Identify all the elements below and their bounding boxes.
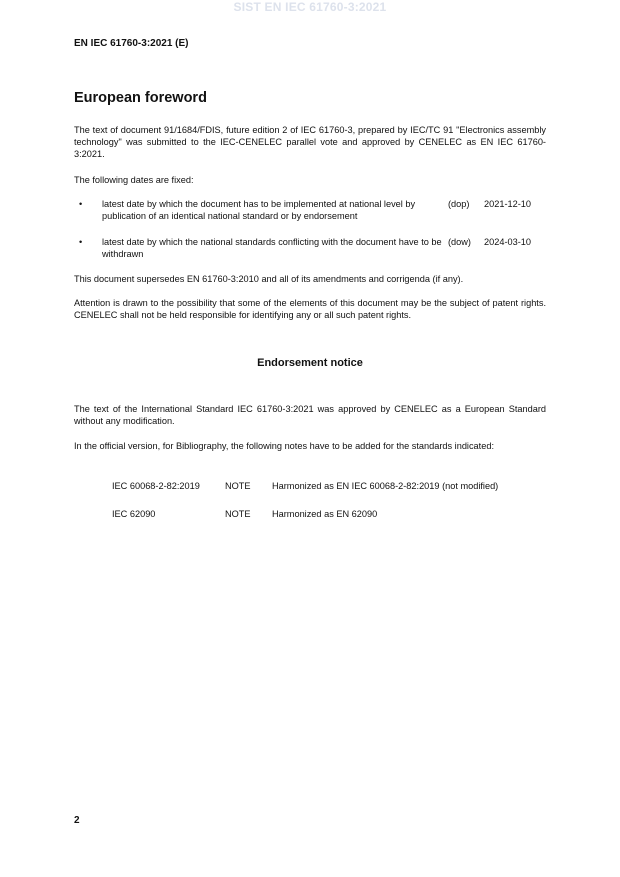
note-text: Harmonized as EN 62090 [272,509,378,519]
date-item-value: 2021-12-10 [484,199,531,209]
date-item-code: (dow) [448,237,471,247]
date-item-dop [74,198,546,224]
date-item-dow [74,236,546,262]
patent-attention-paragraph: Attention is drawn to the possibility that some of the elements of this document may be the subject of patent rights. CENELEC shall not be held responsible for identifying any or all such patent rights. [74,298,546,320]
note-standard: IEC 62090 [112,509,156,519]
supersedes-paragraph: This document supersedes EN 61760-3:2010 and all of its amendments and corrigenda (if any). [74,274,464,284]
date-item-code: (dop) [448,199,470,209]
dates-intro-paragraph: The following dates are fixed: [74,175,194,185]
foreword-intro-paragraph: The text of document 91/1684/FDIS, future edition 2 of IEC 61760-3, prepared by IEC/TC 91 "Electronics assembly technology" was submitted to the IEC-CENELEC parallel vote and approved by CENELEC as EN IEC 61760-3:2021. [74,125,546,159]
bullet-icon: • [79,199,83,209]
note-label: NOTE [225,481,251,491]
note-text: Harmonized as EN IEC 60068-2-82:2019 (not modified) [272,481,499,491]
page-number: 2 [74,815,80,826]
watermark: SIST EN IEC 61760-3:2021 [233,0,387,14]
bullet-icon: • [79,237,83,247]
document-id-header: EN IEC 61760-3:2021 (E) [74,38,189,49]
date-item-text: latest date by which the national standards conflicting with the document have to be withdrawn [102,237,442,259]
note-standard: IEC 60068-2-82:2019 [112,481,200,491]
european-foreword-title: European foreword [74,90,207,106]
date-item-value: 2024-03-10 [484,237,531,247]
endorsement-notice-title: Endorsement notice [257,357,363,369]
bibliography-note-row [112,480,546,492]
note-label: NOTE [225,509,251,519]
endorsement-text-paragraph: The text of the International Standard IEC 61760-3:2021 was approved by CENELEC as a European Standard without any modification. [74,404,546,426]
bibliography-note-row [112,508,546,520]
date-item-text: latest date by which the document has to be implemented at national level by publication of an identical national standard or by endorsement [102,199,416,221]
bibliography-intro-paragraph: In the official version, for Bibliography, the following notes have to be added for the standards indicated: [74,441,494,451]
